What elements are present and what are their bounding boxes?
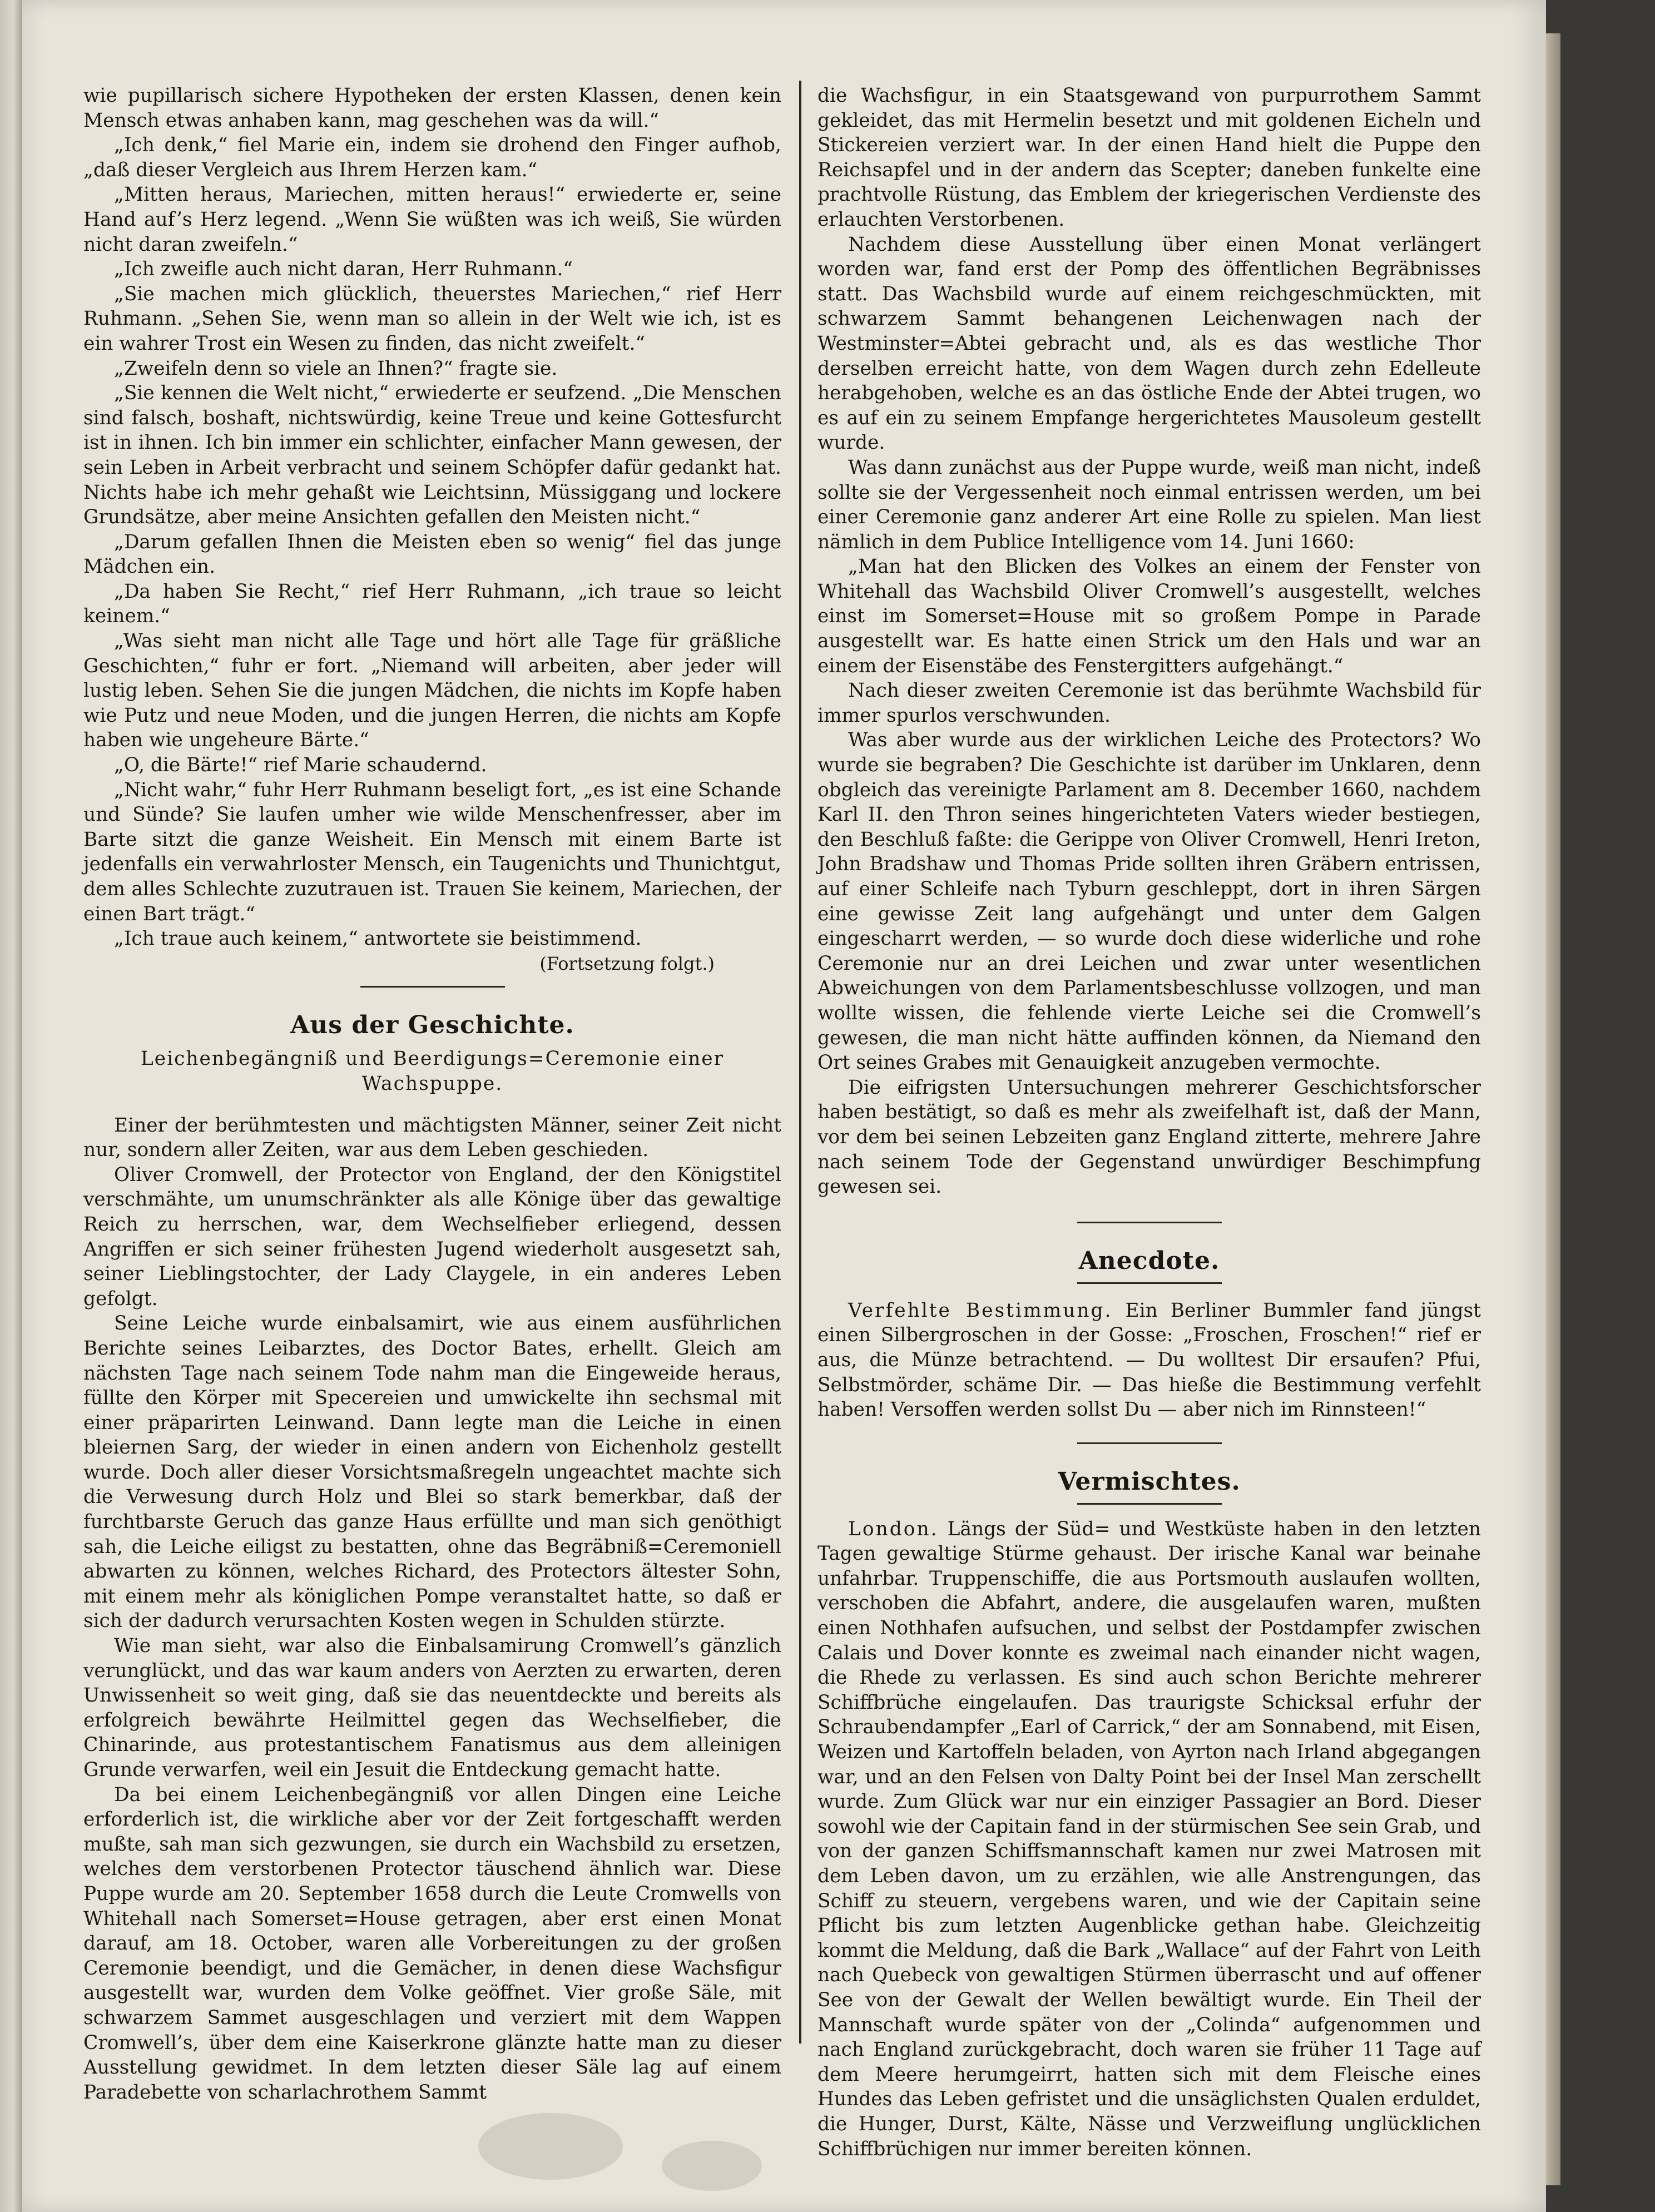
section-rule bbox=[1077, 1503, 1222, 1505]
paper-stain bbox=[478, 2113, 623, 2180]
paragraph: Einer der berühmtesten und mächtigsten Männer, seiner Zeit nicht nur, sondern aller Zeiten, war aus dem Leben geschieden. bbox=[83, 1114, 781, 1162]
paragraph: Was dann zunächst aus der Puppe wurde, weiß man nicht, indeß sollte sie der Vergessenheit noch einmal entrissen werden, um bei einer Ceremonie ganz anderer Art eine Rolle zu spielen. Man liest nämlich in dem Publice Intelligence vom 14. Juni 1660: bbox=[817, 456, 1481, 553]
paragraph: Wie man sieht, war also die Einbalsamirung Cromwell’s gänzlich verunglückt, und das war kaum anders von Aerzten zu erwarten, deren Unwissenheit so weit ging, daß sie das neuentdeckte und bereits als erfolgreich bewährte Heilmittel gegen das Wechselfieber, die Chinarinde, aus protestantischem Fanatismus aus dem alleinigen Grunde verwarfen, weil ein Jesuit die Entdeckung gemacht hatte. bbox=[83, 1635, 781, 1781]
paragraph: „Was sieht man nicht alle Tage und hört alle Tage für gräßliche Geschichten,“ fuhr er fort. „Niemand will arbeiten, aber jeder will lustig leben. Sehen Sie die jungen Mädchen, die nichts im Kopfe haben wie Putz und neue Moden, und die jungen Herren, die nichts am Kopfe haben wie ungeheure Bärte.“ bbox=[83, 630, 781, 752]
section-rule bbox=[1077, 1222, 1222, 1223]
paragraph bbox=[817, 1517, 1481, 2161]
paragraph: „Zweifeln denn so viele an Ihnen?“ fragte sie. bbox=[114, 357, 558, 380]
section-heading-vermischtes: Vermischtes. bbox=[1058, 1467, 1241, 1496]
paragraph: „Nicht wahr,“ fuhr Herr Ruhmann beseligt fort, „es ist eine Schande und Sünde? Sie laufen umher wie wilde Menschenfresser, aber im Barte sitzt die ganze Weisheit. Ein Mensch mit einem Barte ist jedenfalls ein verwahrloster Mensch, ein Taugenichts und Thunichtgut, dem alles Schlechte zuzutrauen ist. Trauen Sie keinem, Mariechen, der einen Bart trägt.“ bbox=[83, 778, 781, 925]
paragraph: „Sie machen mich glücklich, theuerstes Mariechen,“ rief Herr Ruhmann. „Sehen Sie, wenn man so allein in der Welt wie ich, ist es ein wahrer Trost ein Wesen zu finden, das nicht zweifelt.“ bbox=[83, 282, 781, 355]
section-heading-anecdote: Anecdote. bbox=[1078, 1246, 1220, 1275]
left-column bbox=[83, 83, 781, 2105]
right-column bbox=[817, 83, 1481, 2161]
subtitle-line: Leichenbegängniß und Beerdigungs=Ceremonie einer bbox=[140, 1048, 725, 1070]
section-rule bbox=[360, 986, 505, 988]
paragraph: „Mitten heraus, Mariechen, mitten heraus!“ erwiederte er, seine Hand auf’s Herz legend. „Wenn Sie wüßten was ich weiß, Sie würden nicht daran zweifeln.“ bbox=[83, 183, 781, 256]
page-binding-edge bbox=[1546, 33, 1560, 2185]
paragraph: Was aber wurde aus der wirklichen Leiche des Protectors? Wo wurde sie begraben? Die Geschichte ist darüber im Unklaren, denn obgleich das vereinigte Parlament am 8. December 1660, nachdem Karl II. den Thron seines hingerichteten Vaters wieder bestiegen, den Beschluß faßte: die Gerippe von Oliver Cromwell, Henri Ireton, John Bradshaw und Thomas Pride sollten ihren Gräbern entrissen, auf einer Schleife nach Tyburn geschleppt, dort in ihren Särgen eine gewisse Zeit lang aufgehängt und unter dem Galgen eingescharrt werden, — so wurde doch diese widerliche und rohe Ceremonie nur an drei Leichen und zwar unter wesentlichen Abweichungen von dem Parlamentsbeschlusse vollzogen, und man wollte wissen, die fehlende vierte Leiche sei die Cromwell’s gewesen, die man nicht hätte auffinden können, da Niemand den Ort seines Grabes mit Genauigkeit anzugeben vermochte. bbox=[817, 729, 1481, 1074]
anecdote-text: Ein Berliner Bummler fand jüngst einen Silbergroschen in der Gosse: „Froschen, Froschen!“ rief er aus, die Münze betrachtend. — Du wolltest Dir ersaufen? Pfui, Selbstmörder, schäme Dir. — Das hieße die Bestimmung verfehlt haben! Versoffen werden sollst Du — aber nich im Rinnsteen!“ bbox=[817, 1299, 1481, 1421]
paragraph: „Darum gefallen Ihnen die Meisten eben so wenig“ fiel das junge Mädchen ein. bbox=[83, 530, 781, 578]
paragraph: „Man hat den Blicken des Volkes an einem der Fenster von Whitehall das Wachsbild Oliver Cromwell’s ausgestellt, welches einst im Somerset=House mit so großem Pompe in Parade ausgestellt war. Es hatte einen Strick um den Hals und war an einem der Eisenstäbe des Fenstergitters aufgehängt.“ bbox=[817, 556, 1481, 677]
section-rule bbox=[1077, 1282, 1222, 1284]
column-divider bbox=[799, 81, 801, 2044]
paragraph: Nach dieser zweiten Ceremonie ist das berühmte Wachsbild für immer spurlos verschwunden. bbox=[817, 680, 1481, 727]
news-text: Längs der Süd= und Westküste haben in den letzten Tagen gewaltige Stürme gehaust. Der irische Kanal war beinahe unfahrbar. Truppenschiffe, die aus Portsmouth auslaufen wollten, verschoben die Abfahrt, andere, die ausgelaufen waren, mußten einen Nothhafen aufsuchen, und selbst der Postdampfer zwischen Calais und Dover konnte es zweimal nach einander nicht wagen, die Rhede zu verlassen. Es sind auch schon Berichte mehrerer Schiffbrüche eingelaufen. Das traurigste Schicksal erfuhr der Schraubendampfer „Earl of Carrick,“ der am Sonnabend, mit Eisen, Weizen und Kartoffeln beladen, von Ayrton nach Irland abgegangen war, und an den Felsen von Dalty Point bei der Insel Man zerschellt wurde. Zum Glück war nur ein einziger Passagier an Bord. Dieser sowohl wie der Capitain fand in der stürmischen See sein Grab, und von der ganzen Schiffsmannschaft kamen nur zwei Matrosen mit dem Leben davon, um zu erzählen, wie alle Anstrengungen, das Schiff zu steuern, vergebens waren, und wie der Capitain seine Pflicht bis zum letzten Augenblicke gethan habe. Gleichzeitig kommt die Meldung, daß die Bark „Wallace“ auf der Fahrt von Leith nach Quebeck von gewaltigen Stürmen überrascht und auf offener See von der Gewalt der Wellen bewältigt wurde. Ein Theil der Mannschaft wurde später von der „Colinda“ aufgenommen und nach England zurückgebracht, doch waren sie früher 11 Tage auf dem Meere herumgeirrt, hatten sich mit dem Fleische eines Hundes das Leben gefristet und die unsäglichsten Qualen erduldet, die Hunger, Durst, Kälte, Nässe und Verzweiflung unglücklichen Schiffbrüchigen nur immer bereiten können. bbox=[817, 1517, 1481, 2160]
paragraph: „O, die Bärte!“ rief Marie schaudernd. bbox=[114, 754, 487, 777]
dateline: London. bbox=[848, 1517, 939, 1540]
paragraph: „Sie kennen die Welt nicht,“ erwiederte er seufzend. „Die Menschen sind falsch, boshaft, nichtswürdig, keine Treue und keine Gottesfurcht ist in ihnen. Ich bin immer ein schlichter, einfacher Mann gewesen, der sein Leben in Arbeit verbracht und seinem Schöpfer dafür gedankt hat. Nichts habe ich mehr gehaßt wie Leichtsinn, Müssiggang und lockere Grundsätze, aber meine Ansichten gefallen den Meisten nicht.“ bbox=[83, 382, 781, 529]
article-subtitle bbox=[83, 1047, 781, 1096]
paragraph: „Ich traue auch keinem,“ antwortete sie beistimmend. bbox=[114, 928, 642, 950]
paragraph: Oliver Cromwell, der Protector von England, der den Königstitel verschmähte, um unumschränkter als alle Könige über das gewaltige Reich zu herrschen, war, dem Wechselfieber erliegend, dessen Angriffen er sich seiner frühesten Jugend wiederholt ausgesetzt sah, seiner Lieblingstochter, der Lady Claygele, in ein anderes Leben gefolgt. bbox=[83, 1163, 781, 1310]
paragraph: Da bei einem Leichenbegängniß vor allen Dingen eine Leiche erforderlich ist, die wirkliche aber vor der Zeit fortgeschafft werden mußte, sah man sich gezwungen, sie durch ein Wachsbild zu ersetzen, welches dem verstorbenen Protector täuschend ähnlich war. Diese Puppe wurde am 20. September 1658 durch die Leute Cromwells von Whitehall nach Somerset=House getragen, aber erst einen Monat darauf, am 18. October, waren alle Vorbereitungen zu der großen Ceremonie beendigt, und die Gemächer, in denen diese Wachsfigur ausgestellt war, wurden dem Volke geöffnet. Vier große Säle, mit schwarzem Sammet ausgeschlagen und verziert mit dem Wappen Cromwell’s, über dem eine Kaiserkrone glänzte hatte man zu dieser Ausstellung gewidmet. In dem letzten dieser Säle lag auf einem Paradebette von scharlachrothem Sammt bbox=[83, 1783, 781, 2104]
section-rule bbox=[1077, 1442, 1222, 1444]
paper-stain bbox=[662, 2141, 762, 2191]
paragraph: die Wachsfigur, in ein Staatsgewand von purpurrothem Sammt gekleidet, das mit Hermelin besetzt und mit goldenen Eicheln und Stickereien verziert war. In der einen Hand hielt die Puppe den Reichsapfel und in der andern das Scepter; daneben funkelte eine prachtvolle Rüstung, das Emblem der kriegerischen Verdienste des erlauchten Verstorbenen. bbox=[817, 85, 1481, 231]
continuation-note: (Fortsetzung folgt.) bbox=[539, 953, 715, 974]
paragraph: „Ich denk,“ fiel Marie ein, indem sie drohend den Finger aufhob, „daß dieser Vergleich aus Ihrem Herzen kam.“ bbox=[83, 134, 781, 181]
paragraph: „Da haben Sie Recht,“ rief Herr Ruhmann, „ich traue so leicht keinem.“ bbox=[83, 580, 781, 628]
paragraph bbox=[817, 1298, 1481, 1422]
paragraph: Seine Leiche wurde einbalsamirt, wie aus einem ausführlichen Berichte seines Leibarztes, des Doctor Bates, erhellt. Gleich am nächsten Tage nach seinem Tode nahm man die Eingeweide heraus, füllte den Körper mit Specereien und umwickelte ihn sechsmal mit einer präparirten Leinwand. Dann legte man die Leiche in einen bleiernen Sarg, der wieder in einen andern von Eichenholz gestellt wurde. Doch aller dieser Vorsichtsmaßregeln ungeachtet machte sich die Verwesung durch Holz und Blei so stark bemerkbar, daß der furchtbarste Geruch das ganze Haus erfüllte und man sich genöthigt sah, die Leiche eiligst zu bestatten, ohne das Begräbniß=Ceremoniell abwarten zu können, welches Richard, des Protectors ältester Sohn, mit einem mehr als königlichen Pompe veranstaltet hatte, so daß er sich der dadurch verursachten Kosten wegen in Schulden stürzte. bbox=[83, 1312, 781, 1633]
anecdote-lead: Verfehlte Bestimmung. bbox=[848, 1299, 1113, 1322]
paragraph: Nachdem diese Ausstellung über einen Monat verlängert worden war, fand erst der Pomp des öffentlichen Begräbnisses statt. Das Wachsbild wurde auf einem reichgeschmückten, mit schwarzem Sammt behangenen Leichenwagen nach der Westminster=Abtei gebracht und, als es das westliche Thor derselben erreicht hatte, von dem Wagen durch zehn Edelleute herabgehoben, welche es an das östliche Ende der Abtei trugen, wo es auf ein zu seinem Empfange hergerichtetes Mausoleum gestellt wurde. bbox=[817, 233, 1481, 454]
adjacent-page-edge bbox=[0, 0, 22, 2212]
section-heading-geschichte: Aus der Geschichte. bbox=[290, 1011, 574, 1040]
subtitle-line: Wachspuppe. bbox=[361, 1072, 503, 1095]
paragraph: Die eifrigsten Untersuchungen mehrerer Geschichtsforscher haben bestätigt, so daß es mehr als zweifelhaft ist, daß der Mann, vor dem bei seinen Lebzeiten ganz England zitterte, mehrere Jahre nach seinem Tode der Gegenstand unwürdiger Beschimpfung gewesen sei. bbox=[817, 1076, 1481, 1198]
paragraph: wie pupillarisch sichere Hypotheken der ersten Klassen, denen kein Mensch etwas anhaben kann, mag geschehen was da will.“ bbox=[83, 85, 781, 132]
paragraph: „Ich zweifle auch nicht daran, Herr Ruhmann.“ bbox=[114, 258, 573, 281]
